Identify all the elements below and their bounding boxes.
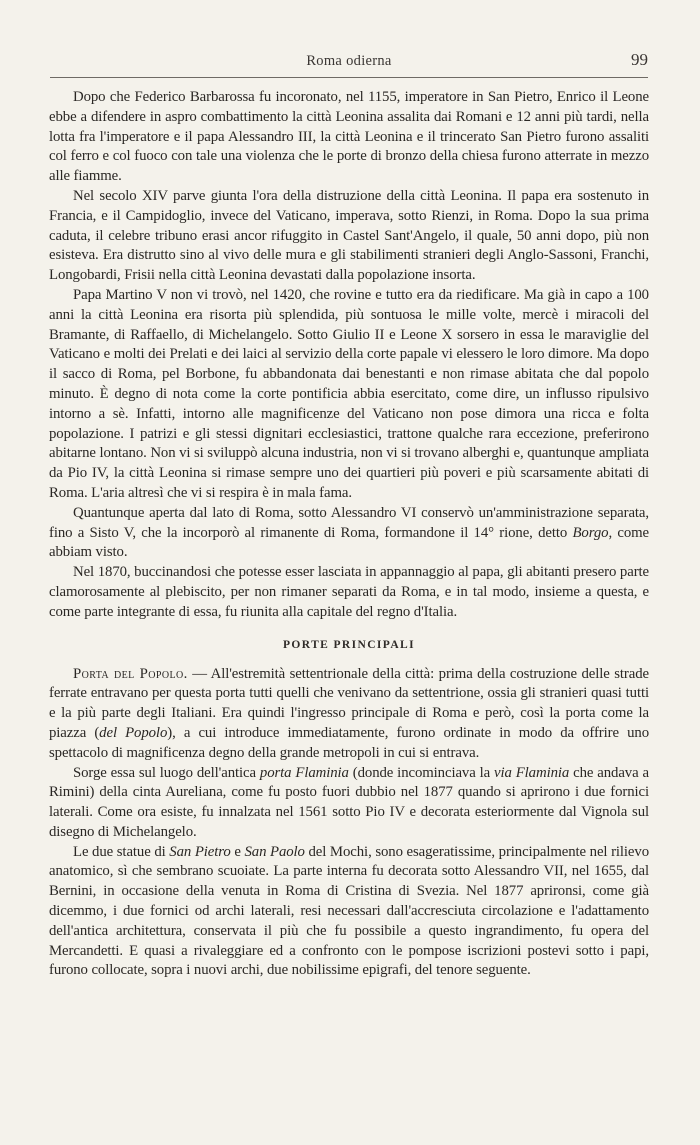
paragraph-porta-del-popolo [49,665,649,764]
porta-text-1: All'estremità settentrionale della città: prima della costruzione delle strade ferrate entravano per questa porta tutti quelli che venivano da settentrione, ossia gli stranieri quasi tutti e la più parte degli Italiani. Era quindi l'ingresso principale di Roma e però, così la porta come la piazza ( [49,665,649,741]
sorge-text-2: (donde incominciava la [348,764,495,781]
paragraph-martino-v: Papa Martino V non vi trovò, nel 1420, che rovine e tutto era da riedificare. Ma già in capo a 100 anni la città Leonina era risorta più splendida, più sontuosa le mille volte, mercè i miracoli del Bramante, di Raffaello, di Michelangelo. Sotto Giulio II e Leone X sorsero in essa le maraviglie del Vaticano e molti dei Prelati e dei laici al servizio della corte papale vi elessero le loro dimore. Ma dopo il sacco di Roma, pel Borbone, fu abbandonata dai benestanti e non rimase abitata che dal popolo minuto. È degno di nota come la corte pontificia abbia esercitato, come dire, un influsso ripulsivo intorno a sè. Infatti, intorno alle magnificenze del Vaticano non pose dimora una ricca e folta popolazione. I patrizi e gli stessi dignitari ecclesiastici, trattone qualche rara eccezione, preferirono abitarne lontano. Non vi si sviluppò alcuna industria, non vi si trovano alberghi e, quantunque ampliata da Pio IV, la città Leonina si rimase sempre uno dei quartieri più poveri e più scarsamente abitati di Roma. L'aria altresì che vi si respira è in mala fama. [49,286,649,501]
sorge-italic-via-flaminia: via Flaminia [494,764,570,781]
paragraph-statue [49,843,649,982]
running-title: Roma odierna [306,53,392,69]
body-text [49,88,649,981]
sorge-text-3: che andava a Rimini) della cinta Aureliana, come fu posto fuori dubbio nel 1877 quando si aprirono i due fornici laterali. Come ora esiste, fu innalzata nel 1561 sotto Pio IV e decorata esteriormente dal Vignola sul disegno di Michelangelo. [49,764,649,840]
statue-text-3: del Mochi, sono esageratissime, principalmente nel rilievo anatomico, sì che sembrano scuoiate. La parte interna fu decorata sotto Alessandro VII, nel 1655, dal Bernini, in occasione della venuta in Roma di Cristina di Svezia. Nel 1877 aprironsi, come già dicemmo, i due fornici od archi laterali, resi necessari dall'accresciuta circolazione e l'adattamento dell'antica architettura, conservata il più che fu possibile a questo ingrandimento, fu opera del Mercandetti. E quasi a rivaleggiare ed a confronto con le pompose iscrizioni postevi sotto i papi, furono collocate, sopra i nuovi archi, due nobilissime epigrafi, del tenore seguente. [49,843,649,979]
statue-italic-san-pietro: San Pietro [169,843,231,860]
section-heading-porte-principali: PORTE PRINCIPALI [283,638,415,651]
sorge-italic-porta-flaminia: porta Flaminia [259,764,349,781]
porta-text-2: ), a cui introduce immediatamente, furono ordinate in modo da offrire uno spettacolo di magnificenza degno della grande metropoli in cui si entrava. [49,724,649,761]
header-rule [50,77,648,78]
paragraph-1870: Nel 1870, buccinandosi che potesse esser lasciata in appannaggio al papa, gli abitanti presero parte clamorosamente al plebiscito, per non rimaner separati da Roma, e in tal modo, insieme a questa, e come parte integrante di essa, fu riunita alla capitale del regno d'Italia. [49,564,649,620]
sorge-text-1: Sorge essa sul luogo dell'antica [73,764,260,781]
statue-text-2: e [230,843,245,860]
porta-del-popolo-title: Porta del Popolo. [73,665,188,682]
paragraph-sorge [49,764,649,843]
page-number: 99 [631,50,648,69]
borgo-text-2: , come abbiam visto. [49,524,649,561]
paragraph-barbarossa: Dopo che Federico Barbarossa fu incoronato, nel 1155, imperatore in San Pietro, Enrico il Leone ebbe a difendere in aspro combattimento la città Leonina assalita dai Romani e 12 anni più tardi, nella lotta fra l'imperatore e il papa Alessandro III, la città Leonina e il trincerato San Pietro furono assaliti col ferro e col fuoco con tale una violenza che le porte di bronzo della chiesa furono atterrate in mezzo alle fiamme. [49,89,649,185]
statue-italic-san-paolo: San Paolo [244,843,305,860]
porta-dash: — [187,665,211,682]
statue-text-1: Le due statue di [73,843,170,860]
paragraph-borgo [49,504,649,563]
paragraph-secolo-xiv: Nel secolo XIV parve giunta l'ora della distruzione della città Leonina. Il papa era sostenuto in Francia, e il Campidoglio, invece del Vaticano, imperava, sotto Rienzi, in Roma. Dopo la sua prima caduta, il celebre tribuno erasi ancor rifuggito in Castel Sant'Angelo, il quale, 50 anni dopo, più non esisteva. Era distrutto sino al vivo delle mura e gli stabilimenti stranieri degli Anglo-Sassoni, Franchi, Longobardi, Frisii nella città Leonina devastati dalla popolazione insorta. [49,187,649,284]
running-head [50,50,648,74]
porta-italic-del-popolo: del Popolo [99,724,168,741]
borgo-italic: Borgo [572,524,609,541]
borgo-text-1: Quantunque aperta dal lato di Roma, sotto Alessandro VI conservò un'amministrazione separata, fino a Sisto V, che la incorporò al rimanente di Roma, formandone il 14° rione, detto [49,504,649,541]
